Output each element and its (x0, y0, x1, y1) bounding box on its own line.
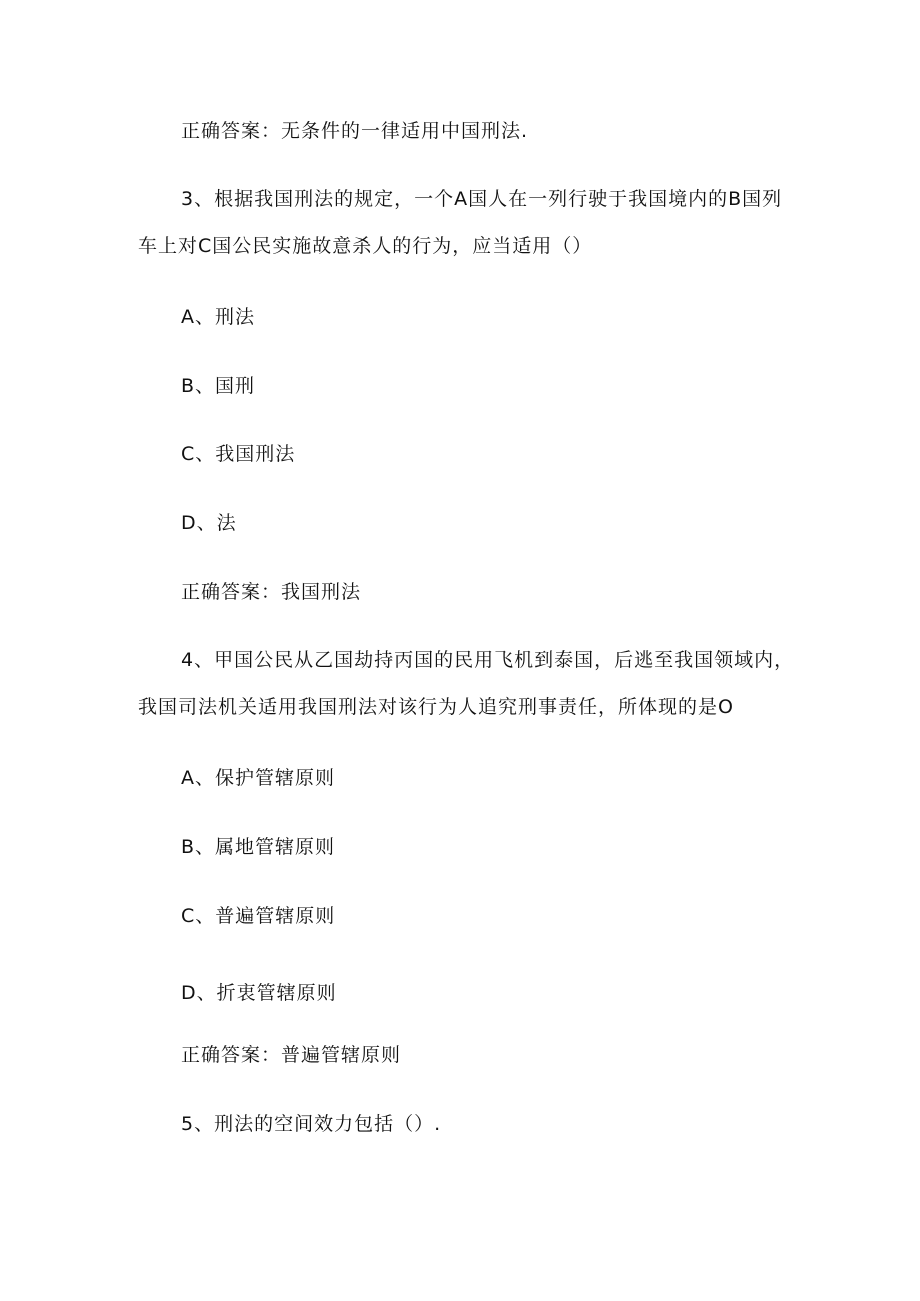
q3-option-c: C、我国刑法 (181, 443, 296, 465)
q4-option-a: A、保护管辖原则 (181, 767, 335, 789)
q4-option-b: B、属地管辖原则 (181, 836, 336, 858)
q5-stem-line1: 5、刑法的空间效力包括（）. (181, 1113, 442, 1135)
q2-answer: 正确答案：无条件的一律适用中国刑法. (181, 120, 529, 142)
q3-answer: 正确答案：我国刑法 (181, 581, 362, 603)
q3-option-b: B、国刑 (181, 375, 256, 397)
q3-stem-line2: 车上对C国公民实施故意杀人的行为，应当适用（） (138, 235, 593, 257)
q4-stem-line2: 我国司法机关适用我国刑法对该行为人追究刑事责任，所体现的是O (138, 696, 734, 718)
q3-stem-line1: 3、根据我国刑法的规定，一个A国人在一列行驶于我国境内的B国列 (181, 188, 783, 210)
q4-option-d: D、折衷管辖原则 (181, 982, 337, 1004)
q4-stem-line1: 4、甲国公民从乙国劫持丙国的民用飞机到泰国，后逃至我国领域内， (181, 649, 795, 671)
q3-option-d: D、法 (181, 512, 237, 534)
q4-answer: 正确答案：普遍管辖原则 (181, 1044, 402, 1066)
q3-option-a: A、刑法 (181, 306, 255, 328)
q4-option-c: C、普遍管辖原则 (181, 905, 336, 927)
